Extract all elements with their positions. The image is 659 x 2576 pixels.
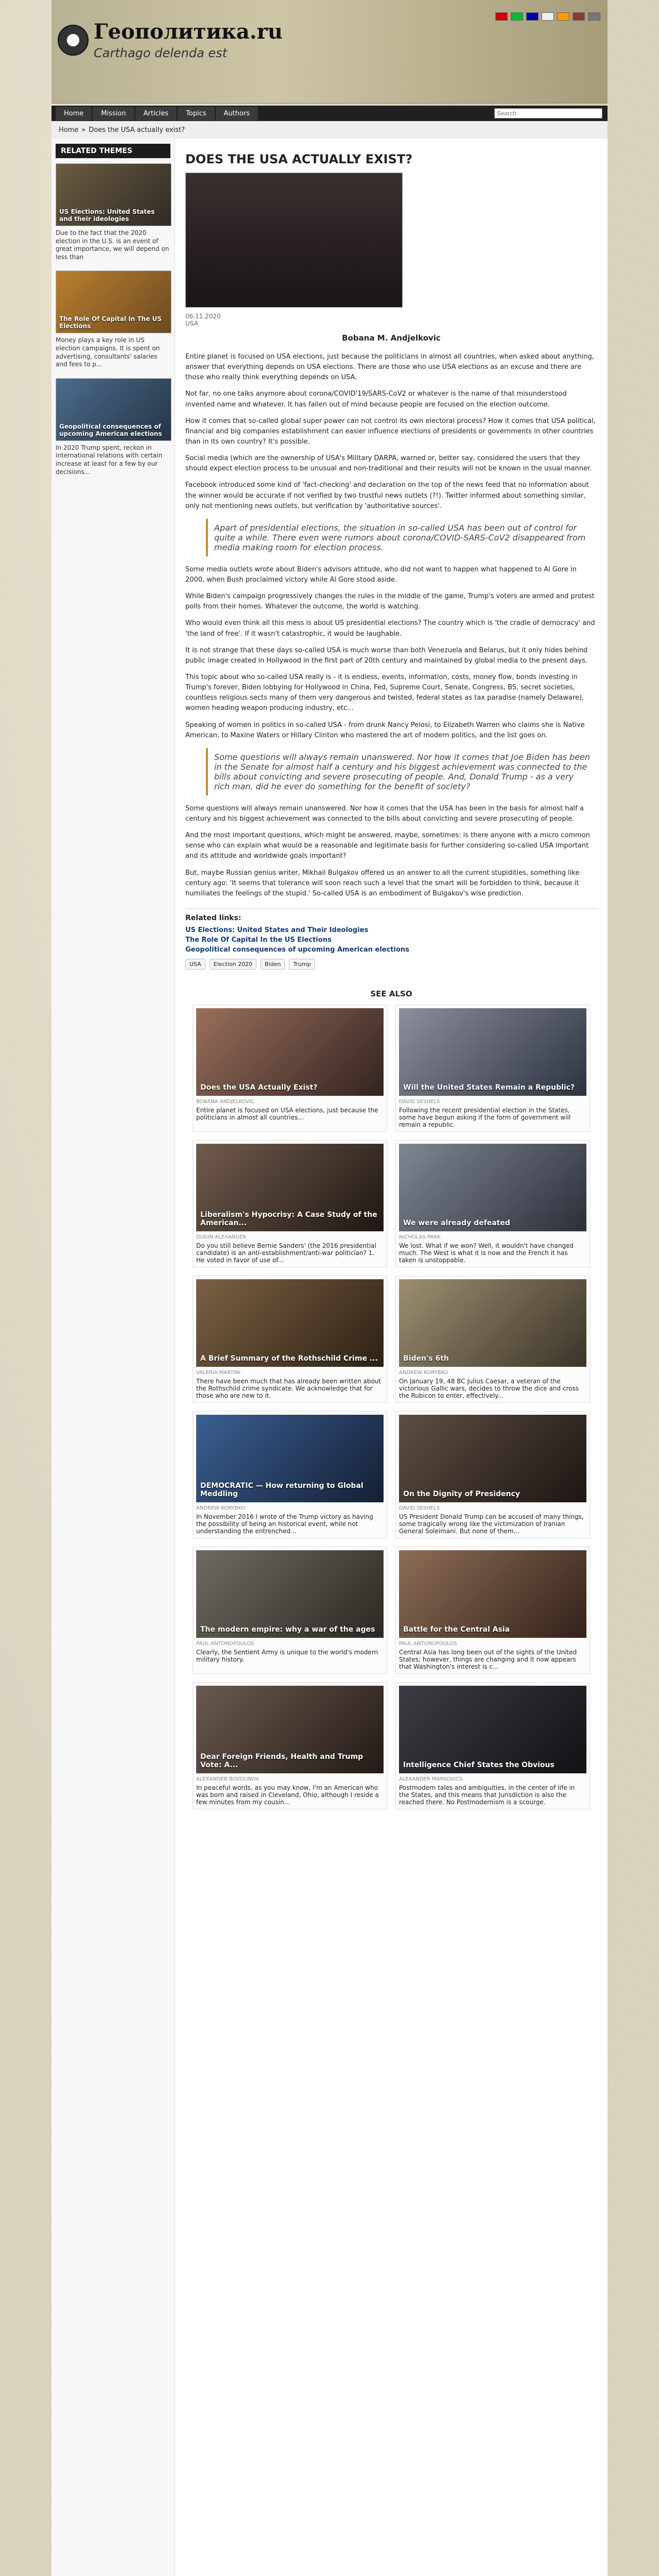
related-link[interactable]: US Elections: United States and Their Ideologies: [185, 926, 369, 934]
nav-mission[interactable]: Mission: [93, 107, 134, 121]
tag-list: [185, 959, 597, 970]
sidebar-thumbnail[interactable]: The Role Of Capital In The US Elections: [56, 270, 171, 333]
see-also-card[interactable]: Battle for the Central Asia PAUL ANTONOPOULOS Central Asia has long been out of the sights of the United States; however, things are changing and it now appears that Washington's interest is c...: [395, 1547, 590, 1674]
sidebar-item[interactable]: US Elections: United States and their ideologies Due to the fact that the 2020 election in the U.S. is an event of great importance, we will depend on less than: [56, 163, 170, 261]
breadcrumb-current: Does the USA actually exist?: [89, 126, 185, 134]
tag[interactable]: Election 2020: [210, 959, 256, 970]
see-also-grid: [193, 1005, 590, 1809]
article-paragraph: While Biden's campaign progressively changes the rules in the middle of the game, Trump's voters are armed and protest polls from their homes. Whatever the outcome, the world is watching.: [185, 592, 595, 611]
article-paragraph: Facebook introduced some kind of 'fact-checking' and declaration on the top of the news feed that no information about the winner would be accurate if not verified by two trustful news outlets (?!). Twitter informed about something similar, only not mentioning news outlets, but verification by 'authoritative sources'.: [185, 481, 589, 510]
article: [175, 139, 608, 2576]
content-area: [51, 139, 608, 2576]
tag[interactable]: Biden: [261, 959, 285, 970]
search-input[interactable]: [494, 108, 602, 118]
flag-icon[interactable]: [557, 12, 569, 21]
article-date: 06.11.2020: [185, 313, 221, 320]
related-link[interactable]: Geopolitical consequences of upcoming American elections: [185, 945, 409, 954]
page-title: DOES THE USA ACTUALLY EXIST?: [185, 152, 413, 166]
article-paragraph: Social media (which are the ownership of USA's Military DARPA, warned or, better say, considered the users that they should expect election process to be unusual and non-traditional and their results will not be known in the usual manner.: [185, 454, 592, 473]
see-also-card[interactable]: Liberalism's Hypocrisy: A Case Study of the American... DUGIN ALEXANDER Do you still believe Bernie Sanders' (the 2016 presidential candidate) is an anti-establishment/anti-war politician? 1. He voted in favor of use of...: [193, 1140, 387, 1267]
flag-icon[interactable]: [511, 12, 523, 21]
nav-topics[interactable]: Topics: [178, 107, 214, 121]
main-nav: [51, 106, 608, 121]
see-also-card[interactable]: We were already defeated NICHOLAS PARK We lost. What if we won? Well, it wouldn't have changed much. The West is what it is now and the French it has taken is unstoppable.: [395, 1140, 590, 1267]
sidebar: [51, 139, 175, 2576]
see-also-card[interactable]: DEMOCRATIC — How returning to Global Meddling ANDREW KORYBKO In November 2016 I wrote of the Trump victory as having the possibility of being an historical event, while not understanding the entrenched...: [193, 1411, 387, 1538]
flag-icon[interactable]: [573, 12, 585, 21]
sidebar-thumbnail[interactable]: US Elections: United States and their ideologies: [56, 163, 171, 226]
tag[interactable]: USA: [185, 959, 205, 970]
language-flags: [495, 12, 600, 21]
see-also-card[interactable]: The modern empire: why a war of the ages PAUL ANTONOPOULOS Clearly, the Sentient Army is unique to the world's modern military history.: [193, 1547, 387, 1674]
article-paragraph: Entire planet is focused on USA elections, just because the politicians in almost all countries, when asked about anything, answer that everything depends on USA elections. There are those who use USA elections as an excuse and there are those who really think everything depends on USA.: [185, 353, 594, 382]
article-category[interactable]: USA: [185, 320, 198, 327]
breadcrumb: [51, 121, 608, 139]
breadcrumb-home-link[interactable]: Home: [59, 126, 79, 134]
article-hero-image: [185, 173, 403, 308]
see-also-card[interactable]: On the Dignity of Presidency DAVID SESHELS US President Donald Trump can be accused of many things, some tragically wrong like the victimization of Iranian General Soleimani. But none of them...: [395, 1411, 590, 1538]
article-paragraph: Who would even think all this mess is about US presidential elections? The country which is 'the cradle of democracy' and 'the land of free'. If it wasn't catastrophic, it would be laughable.: [185, 619, 595, 638]
article-paragraph: And the most important questions, which might be answered, maybe, sometimes: is there anyone with a micro common sense who can explain what would be a reasonable and legitimate basis for further considering so-called USA important and its attitude and worldwide goals important?: [185, 832, 590, 860]
see-also-card[interactable]: Biden's 6th ANDREW KORYBKO On January 19, 48 BC Julius Caesar, a veteran of the victorious Gallic wars, decides to throw the dice and cross the Rubicon to enter, effectively...: [395, 1276, 590, 1403]
article-paragraph: Speaking of women in politics in so-called USA - from drunk Nancy Pelosi, to Elizabeth Warren who claims she is Native American, to Maxine Waters or Hillary Clinton who mastered the art of modern politics, and the list goes on.: [185, 721, 585, 739]
sidebar-title: RELATED THEMES: [56, 144, 170, 158]
pull-quote: Apart of presidential elections, the situation in so-called USA has been out of control for quite a while. There even were rumors about corona/COVID-SARS-CoV2 disappeared from media making room for election process.: [206, 519, 597, 556]
article-paragraph: It is not strange that these days so-called USA is much worse than both Venezuela and Belarus, but it only hides behind public image created in Hollywood in the first part of 20th century and maintained by global media to the present days.: [185, 646, 588, 665]
site-tagline: Carthago delenda est: [94, 46, 228, 60]
flag-icon[interactable]: [495, 12, 508, 21]
article-paragraph: Some media outlets wrote about Biden's advisors attitude, who did not want to happen what happened to Al Gore in 2000, when Bush proclaimed victory while Al Gore stood aside.: [185, 565, 577, 584]
nav-articles[interactable]: Articles: [135, 107, 177, 121]
flag-icon[interactable]: [542, 12, 554, 21]
see-also-card[interactable]: A Brief Summary of the Rothschild Crime ... VALERIA MARTINI There have been much that has already been written about the Rothschild crime syndicate. We acknowledge that for those who are new to it.: [193, 1276, 387, 1403]
article-paragraph: This topic about who so-called USA really is - it is endless, events, information, costs, money flow, bonds investing in Trump's forever, Biden lobbying for Hollywood in China, Fed, Supreme Court, Senate, Congress, BS, secret societies, countless religious sects many of them very dangerous and twisted, federal states as tax paradise (namely Delaware), women heading weapon producing industry, etc...: [185, 673, 584, 713]
sidebar-item[interactable]: Geopolitical consequences of upcoming American elections In 2020 Trump spent, reckon in international relations with certain increase at least for a few by our decisions...: [56, 378, 170, 476]
sidebar-thumbnail[interactable]: Geopolitical consequences of upcoming American elections: [56, 378, 171, 441]
page-wrapper: [51, 0, 608, 2576]
flag-icon[interactable]: [588, 12, 600, 21]
article-paragraph: How it comes that so-called global super power can not control its own electoral process? How it comes that USA political, financial and big companies establishment can easier influence elections of presidents or governments in other countries than in its own country? It's possible.: [185, 417, 596, 446]
see-also-card[interactable]: Intelligence Chief States the Obvious ALEXANDER MARKOVICS Postmodern tales and ambiguities, in the center of life in the States, and this means that Jurisdiction is also the reached there. No Postmodernism is a scourge.: [395, 1682, 590, 1809]
sidebar-item[interactable]: The Role Of Capital In The US Elections Money plays a key role in US election campaigns. It is spent on advertising, consultants' salaries and fees to p...: [56, 270, 170, 368]
see-also-title: SEE ALSO: [370, 989, 412, 998]
see-also-card[interactable]: Dear Foreign Friends, Health and Trump Vote: A... ALEXANDER BOVDUNOV In peaceful words, as you may know, I'm an American who was born and raised in Cleveland, Ohio, although I reside a few minutes from my cousin...: [193, 1682, 387, 1809]
nav-home[interactable]: Home: [56, 107, 92, 121]
article-paragraph: Not far, no one talks anymore about corona/COVID'19/SARS-CoV2 or whatever is the name of that misunderstood invented name and whatever. It has fallen out of mind because people are focused on the election outcome.: [185, 390, 567, 409]
see-also-section: [185, 979, 597, 1819]
logo-emblem-icon: [58, 25, 89, 56]
related-link[interactable]: The Role Of Capital In the US Elections: [185, 936, 332, 944]
flag-icon[interactable]: [526, 12, 539, 21]
nav-authors[interactable]: Authors: [216, 107, 258, 121]
article-author[interactable]: Bobana M. Andjelkovic: [342, 333, 441, 343]
site-header: [51, 0, 608, 104]
see-also-card[interactable]: Does the USA Actually Exist? BOBANA ANDJELKOVIC Entire planet is focused on USA elections, just because the politicians in almost all countries...: [193, 1005, 387, 1132]
site-logo[interactable]: [58, 20, 283, 60]
tag[interactable]: Trump: [289, 959, 315, 970]
article-paragraph: But, maybe Russian genius writer, Mikhail Bulgakov offered us an answer to all the current stupidities, something like century ago: 'It seems that tolerance will soon reach such a level that the smart will be forbidden to think, because it humiliates the feelings of the stupid.' So-called USA is an embodiment of Bulgakov's wise prediction.: [185, 869, 580, 897]
site-title: Геополитика.ru: [94, 20, 283, 44]
pull-quote: Some questions will always remain unanswered. Nor how it comes that Joe Biden has been in the Senate for almost half a century and his biggest achievement was connected to the bills about convicting and severe prosecuting of people. And, Donald Trump - as a very rich man, did he ever do something for the benefit of society?: [206, 748, 597, 795]
related-links-heading: Related links:: [185, 913, 241, 922]
see-also-card[interactable]: Will the United States Remain a Republic? DAVID SESHELS Following the recent presidential election in the States, some have begun asking if the form of government will remain a republic.: [395, 1005, 590, 1132]
related-links-section: [185, 908, 597, 954]
article-paragraph: Some questions will always remain unanswered. Nor how it comes that the USA has been in the basis for almost half a century and his biggest achievement was connected to the bills about convicting and severe prosecuting of people.: [185, 804, 584, 823]
breadcrumb-separator-icon: »: [81, 126, 86, 134]
